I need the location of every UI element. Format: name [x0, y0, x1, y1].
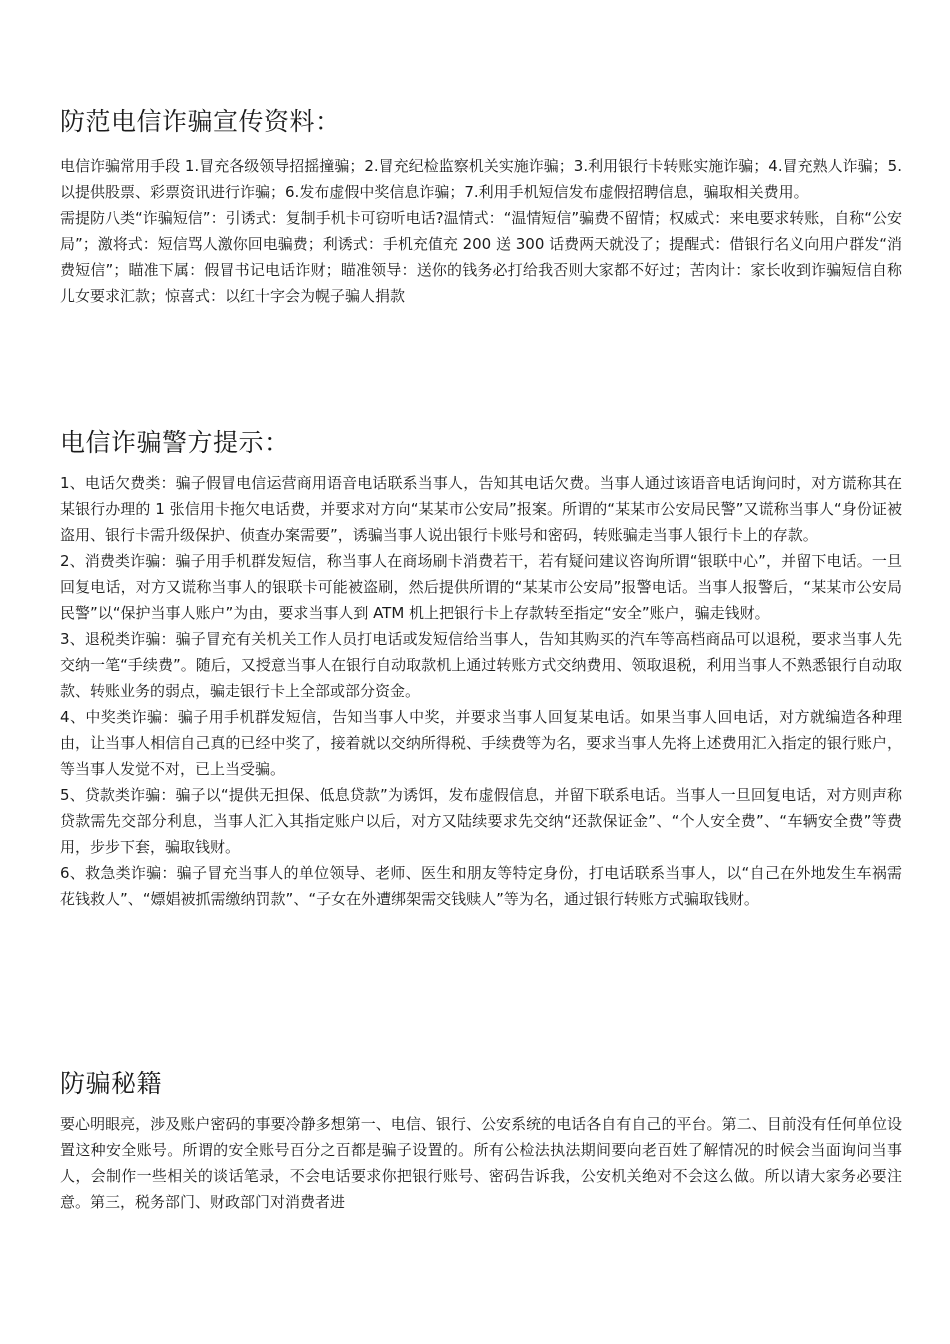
section-title-fraud-prevention: 防范电信诈骗宣传资料： [60, 107, 341, 136]
paragraph-tip-phone-arrears: 1、电话欠费类：骗子假冒电信运营商用语音电话联系当事人，告知其电话欠费。当事人通过该语音电话询问时，对方谎称其在某银行办理的 1 张信用卡拖欠电话费，并要求对方向“某某市公安局”报案。所谓的“某某市公安局民警”又谎称当事人“身份证被盗用、银行卡需升级保护、侦查办案需要”，诱骗当事人说出银行卡账号和密码，转账骗走当事人银行卡上的存款。 [60, 474, 902, 544]
paragraph-tip-tax-refund: 3、退税类诈骗：骗子冒充有关机关工作人员打电话或发短信给当事人，告知其购买的汽车等高档商品可以退税，要求当事人先交纳一笔“手续费”。随后，又授意当事人在银行自动取款机上通过转账方式交纳费用、领取退税，利用当事人不熟悉银行自动取款、转账业务的弱点，骗走银行卡上全部或部分资金。 [60, 630, 902, 700]
paragraph-tip-loan: 5、贷款类诈骗：骗子以“提供无担保、低息贷款”为诱饵，发布虚假信息，并留下联系电话。当事人一旦回复电话，对方则声称贷款需先交部分利息，当事人汇入其指定账户以后，对方又陆续要求先交纳“还款保证金”、“个人安全费”、“车辆安全费”等费用，步步下套，骗取钱财。 [60, 786, 902, 856]
paragraph-tip-consumption: 2、消费类诈骗：骗子用手机群发短信，称当事人在商场刷卡消费若干，若有疑问建议咨询所谓“银联中心”，并留下电话。一旦回复电话，对方又谎称当事人的银联卡可能被盗刷，然后提供所谓的“某某市公安局”报警电话。当事人报警后，“某某市公安局民警”以“保护当事人账户”为由，要求当事人到 ATM 机上把银行卡上存款转至指定“安全”账户，骗走钱财。 [60, 552, 902, 622]
section-title-anti-fraud-tips: 防骗秘籍 [60, 1069, 163, 1098]
section-police-tips [60, 470, 902, 912]
section-anti-fraud-tips [60, 1111, 902, 1215]
paragraph-scam-sms-types: 需提防八类“诈骗短信”：引诱式：复制手机卡可窃听电话?温情式：“温情短信”骗费不留情；权威式：来电要求转账，自称“公安局”；激将式：短信骂人激你回电骗费；利诱式：手机充值充 200 送 300 话费两天就没了；提醒式：借银行名义向用户群发“消费短信”；瞄准下属：假冒书记电话诈财；瞄准领导：送你的钱务必打给我否则大家都不好过；苦肉计：家长收到诈骗短信自称儿女要求汇款；惊喜式：以红十字会为幌子骗人捐款 [60, 209, 902, 305]
paragraph-tip-emergency: 6、救急类诈骗：骗子冒充当事人的单位领导、老师、医生和朋友等特定身份，打电话联系当事人，以“自己在外地发生车祸需花钱救人”、“嫖娼被抓需缴纳罚款”、“子女在外遭绑架需交钱赎人”等为名，通过银行转账方式骗取钱财。 [60, 864, 902, 908]
section-fraud-methods [60, 153, 902, 309]
paragraph-tip-prize: 4、中奖类诈骗：骗子用手机群发短信，告知当事人中奖，并要求当事人回复某电话。如果当事人回电话，对方就编造各种理由，让当事人相信自己真的已经中奖了，接着就以交纳所得税、手续费等为名，要求当事人先将上述费用汇入指定的银行账户，等当事人发觉不对，已上当受骗。 [60, 708, 902, 778]
section-title-police-tips: 电信诈骗警方提示： [60, 428, 290, 457]
paragraph-anti-fraud-advice: 要心明眼亮，涉及账户密码的事要冷静多想第一、电信、银行、公安系统的电话各自有自己的平台。第二、目前没有任何单位设置这种安全账号。所谓的安全账号百分之百都是骗子设置的。所有公检法执法期间要向老百姓了解情况的时候会当面询问当事人，会制作一些相关的谈话笔录，不会电话要求你把银行账号、密码告诉我，公安机关绝对不会这么做。所以请大家务必要注意。第三，税务部门、财政部门对消费者进 [60, 1115, 902, 1211]
paragraph-common-methods: 电信诈骗常用手段 1.冒充各级领导招摇撞骗；2.冒充纪检监察机关实施诈骗；3.利用银行卡转账实施诈骗；4.冒充熟人诈骗；5.以提供股票、彩票资讯进行诈骗；6.发布虚假中奖信息诈骗；7.利用手机短信发布虚假招聘信息，骗取相关费用。 [60, 157, 902, 201]
